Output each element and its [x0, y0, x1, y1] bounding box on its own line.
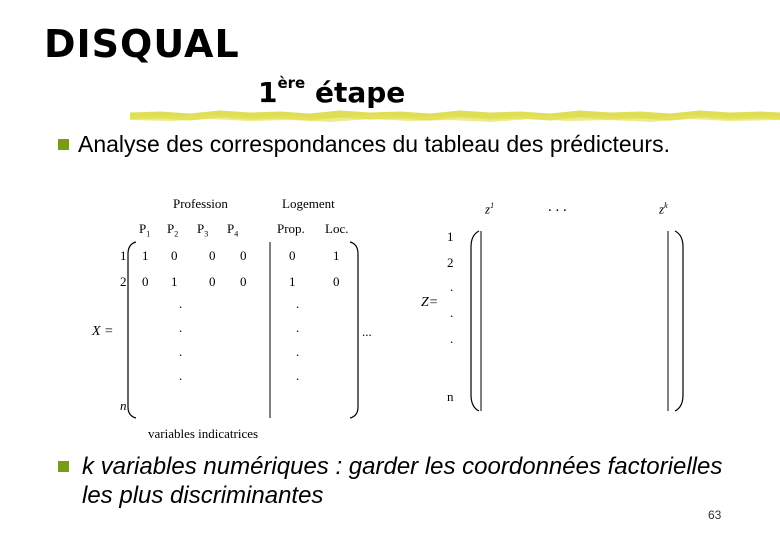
slide-title: DISQUAL — [44, 22, 240, 66]
matrix-cell: 1 — [289, 274, 296, 289]
matrix-cell: 0 — [142, 274, 149, 289]
matrix-cell: 1 — [142, 248, 149, 263]
matrix-cell: 0 — [240, 274, 247, 289]
matrix-cell: 0 — [209, 274, 216, 289]
matrix-cell: 0 — [289, 248, 296, 263]
row-label-1: 1 — [120, 248, 127, 263]
matrix-z-label: Z= — [421, 295, 439, 310]
matrix-cell: 0 — [209, 248, 216, 263]
col-header-p3: $P_3$ — [197, 221, 209, 239]
matrix-cell: 1 — [171, 274, 178, 289]
matrix-ellipsis: ... — [362, 324, 372, 339]
matrix-footer-label: variables indicatrices — [148, 426, 259, 441]
indicator-matrix-figure — [80, 192, 400, 447]
row-label-n: n — [447, 389, 454, 404]
ellipsis-dot: . — [450, 279, 454, 294]
row-label-1: 1 — [447, 229, 454, 244]
ellipsis-dot: . — [450, 305, 454, 320]
ellipsis-dot: . — [296, 296, 300, 311]
matrix-cell: 1 — [333, 248, 340, 263]
subtitle-superscript: ère — [277, 74, 306, 92]
bullet-square-icon — [58, 461, 69, 472]
row-label-n: n — [120, 398, 127, 413]
ellipsis-dot: . — [179, 320, 183, 335]
slide-subtitle — [258, 76, 405, 109]
col-header-dots: . . . — [548, 199, 567, 215]
col-header-loc: Loc. — [325, 221, 349, 236]
ellipsis-dot: . — [179, 368, 183, 383]
subtitle-number: 1 — [258, 76, 278, 109]
title-rule — [130, 104, 780, 130]
ellipsis-dot: . — [179, 344, 183, 359]
page-number: 63 — [708, 508, 722, 522]
col-header-prop: Prop. — [277, 221, 305, 236]
matrix-brackets — [80, 192, 400, 447]
matrix-cell: 0 — [333, 274, 340, 289]
col-header-p4: $P_4$ — [227, 221, 239, 239]
ellipsis-dot: . — [296, 368, 300, 383]
bullet-square-icon — [58, 139, 69, 150]
col-header-z1: $z^1$ — [485, 201, 495, 217]
group-label-logement: Logement — [282, 196, 335, 211]
matrix-cell: 0 — [240, 248, 247, 263]
matrix-brackets — [415, 195, 705, 415]
ellipsis-dot: . — [296, 320, 300, 335]
col-header-p2: $P_2$ — [167, 221, 179, 239]
bullet-text: Analyse des correspondances du tableau des prédicteurs. — [78, 131, 670, 157]
row-label-2: 2 — [120, 274, 127, 289]
subtitle-word: étape — [314, 76, 406, 109]
ellipsis-dot: . — [296, 344, 300, 359]
ellipsis-dot: . — [450, 331, 454, 346]
group-label-profession: Profession — [173, 196, 228, 211]
row-label-2: 2 — [447, 255, 454, 270]
factor-matrix-figure — [415, 195, 705, 415]
matrix-cell: 0 — [171, 248, 178, 263]
col-header-zk: $z^k$ — [659, 201, 668, 217]
ellipsis-dot: . — [179, 296, 183, 311]
bullet-text: k variables numériques : garder les coordonnées factorielles les plus discriminantes — [82, 453, 723, 509]
matrix-x-label: X = — [92, 324, 114, 339]
col-header-p1: $P_1$ — [139, 221, 151, 239]
